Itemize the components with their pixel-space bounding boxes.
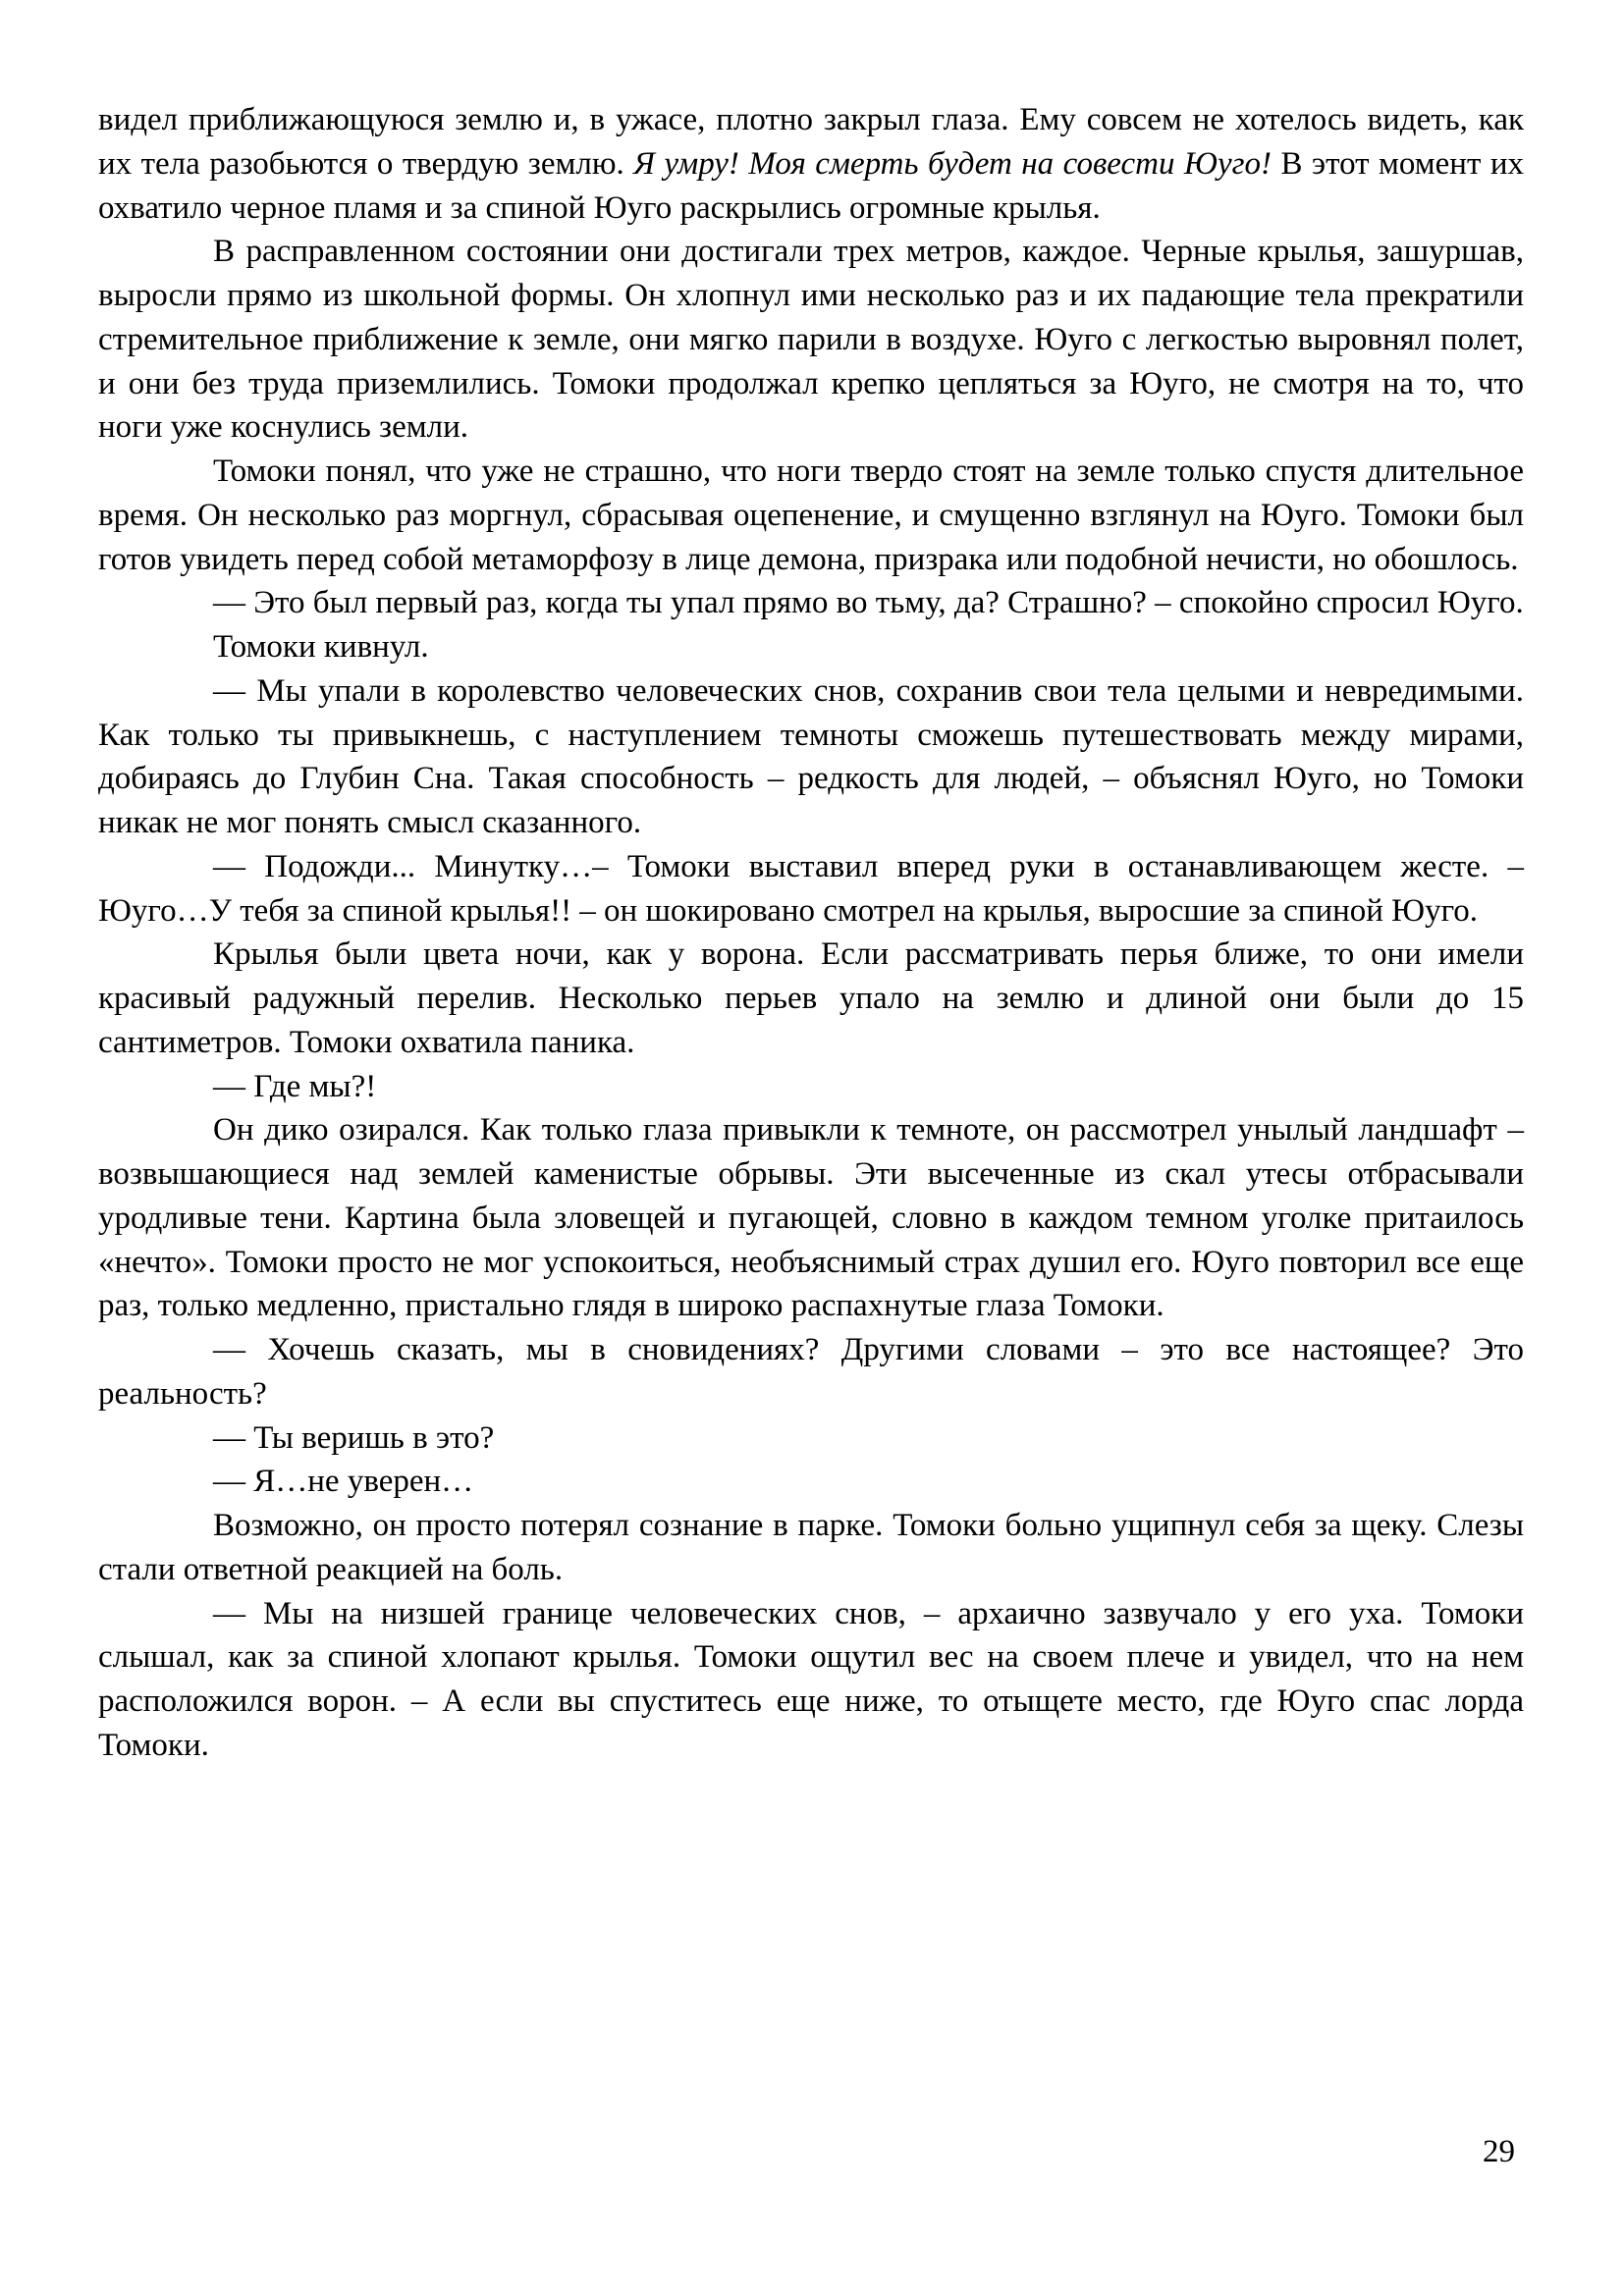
paragraph-3: Томоки понял, что уже не страшно, что ноги твердо стоят на земле только спустя длительное время. Он несколько раз моргнул, сбрасывая оцепенение, и смущенно взглянул на Юуго. Томоки был готов увидеть перед собой метаморфозу в лице демона, призрака или подобной нечисти, но обошлось. <box>98 454 1524 577</box>
paragraph-13-dialogue: — Я…не уверен… <box>213 1464 474 1500</box>
paragraph-4-dialogue: — Это был первый раз, когда ты упал прямо во тьму, да? Страшно? – спокойно спросил Юуго. <box>213 585 1524 621</box>
paragraph-14: Возможно, он просто потерял сознание в парке. Томоки больно ущипнул себя за щеку. Слезы стали ответной реакцией на боль. <box>98 1508 1524 1587</box>
paragraph-15-dialogue: — Мы на низшей границе человеческих снов, – архаично зазвучало у его уха. Томоки слышал, как за спиной хлопают крылья. Томоки ощутил вес на своем плече и увидел, что на нем расположился ворон. – А если вы спуститесь еще ниже, то отыщете место, где Юуго спас лорда Томоки. <box>98 1595 1524 1763</box>
paragraph-9-dialogue: — Где мы?! <box>213 1068 377 1104</box>
paragraph-1-segment-3: В этот момент их охватило черное пламя и за спиной Юуго раскрылись огромные крылья. <box>98 145 1524 226</box>
paragraph-7-dialogue: — Подожди... Минутку…– Томоки выставил вперед руки в останавливающем жесте. – Юуго…У тебя за спиной крылья!! – он шокировано смотрел на крылья, выросшие за спиной Юуго. <box>98 848 1524 929</box>
page-number: 29 <box>1483 2134 1515 2169</box>
paragraph-5: Томоки кивнул. <box>213 629 429 665</box>
page-body-text <box>98 98 1524 1768</box>
paragraph-1-italic-thought: Я умру! Моя смерть будет на совести Юуго! <box>633 145 1272 182</box>
paragraph-10: Он дико озирался. Как только глаза привыкли к темноте, он рассмотрел унылый ландшафт – возвышающиеся над землей каменистые обрывы. Эти высеченные из скал утесы отбрасывали уродливые тени. Картина была зловещей и пугающей, словно в каждом темном уголке притаилось «нечто». Томоки просто не мог успокоиться, необъяснимый страх душил его. Юуго повторил все еще раз, только медленно, пристально глядя в широко распахнутые глаза Томоки. <box>98 1112 1524 1324</box>
paragraph-1-segment-1: видел приближающуюся землю и, в ужасе, плотно закрыл глаза. Ему совсем не хотелось видеть, как их тела разобьются о твердую землю. <box>98 102 1524 182</box>
paragraph-2: В расправленном состоянии они достигали трех метров, каждое. Черные крылья, зашуршав, выросли прямо из школьной формы. Он хлопнул ими несколько раз и их падающие тела прекратили стремительное приближение к земле, они мягко парили в воздухе. Юуго с легкостью выровнял полет, и они без труда приземлились. Томоки продолжал крепко цепляться за Юуго, не смотря на то, что ноги уже коснулись земли. <box>98 234 1524 446</box>
paragraph-12-dialogue: — Ты веришь в это? <box>213 1419 495 1456</box>
paragraph-11-dialogue: — Хочешь сказать, мы в сновидениях? Другими словами – это все настоящее? Это реальность? <box>98 1332 1524 1412</box>
paragraph-8: Крылья были цвета ночи, как у ворона. Если рассматривать перья ближе, то они имели красивый радужный перелив. Несколько перьев упало на землю и длиной они были до 15 сантиметров. Томоки охватила паника. <box>98 936 1524 1060</box>
paragraph-6-dialogue: — Мы упали в королевство человеческих снов, сохранив свои тела целыми и невредимыми. Как только ты привыкнешь, с наступлением темноты сможешь путешествовать между мирами, добираясь до Глубин Сна. Такая способность – редкость для людей, – объяснял Юуго, но Томоки никак не мог понять смысл сказанного. <box>98 672 1524 840</box>
paragraph-1 <box>98 98 1524 230</box>
